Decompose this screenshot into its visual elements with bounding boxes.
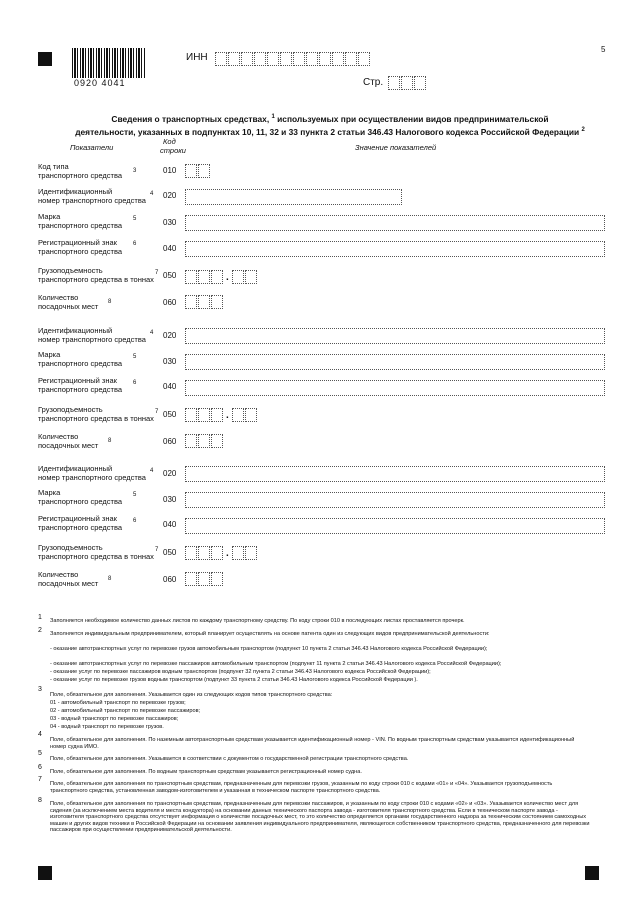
label-capacity: Грузоподъемность транспортного средства в тоннах — [38, 405, 154, 423]
decimal-dot: . — [226, 548, 229, 559]
code-040: 040 — [163, 520, 177, 529]
code-060: 060 — [163, 437, 177, 446]
page-field[interactable] — [388, 76, 427, 90]
code-060: 060 — [163, 575, 177, 584]
footnote-5: Поле, обязательное для заполнения. Указывается в соответствии с документом о государственной регистрации транспортного средства. — [50, 756, 409, 762]
footnote-number: 4 — [38, 731, 42, 738]
title — [60, 112, 600, 138]
sup-3: 3 — [133, 168, 137, 174]
footnote-number: 7 — [38, 776, 42, 783]
corner-marker-top-left — [38, 52, 52, 66]
field-050-dec[interactable] — [232, 270, 258, 284]
footnote-8: Поле, обязательное для заполнения по транспортным средствам, предназначенным для перевозки пассажиров, и указанным по коду строки 010 с кодами «02» и «03». Указывается количество мест для сидения (за исключением места водителя и места кондуктора) на основании данных технического паспорта завода - изготовителя транспортного средства. Если в техническом паспорте завода - изготовителя транспортного средства отсутствует информация о количестве посадочных мест, то это количество определяется органами государственного надзора за техническим состоянием самоходных машин и других видов техники в Российской Федерации на основании заявления индивидуального предпринимателя, являющегося собственником транспортного средства, предназначенного для перевозки пассажиров при осуществлении предпринимательской деятельности. — [50, 801, 590, 834]
footnote-number: 1 — [38, 614, 42, 621]
footnote-7: Поле, обязательное для заполнения по транспортным средствам, предназначенным для перевозки грузов, указанным по коду строки 010 с кодами «01» и «04». Указывается грузоподъемность транспортного средства, установленная заводом-изготовителем и указанная в техническом паспорте транспортного средства. — [50, 781, 553, 794]
barcode-number: 0920 4041 — [74, 78, 126, 88]
field-010[interactable] — [185, 164, 211, 178]
field-060[interactable] — [185, 434, 224, 448]
code-040: 040 — [163, 244, 177, 253]
corner-marker-bottom-right — [585, 866, 599, 880]
decimal-dot: . — [226, 272, 229, 283]
field-030[interactable] — [185, 492, 605, 508]
field-050-int[interactable] — [185, 408, 224, 422]
footnote-3-item: 01 - автомобильный транспорт по перевозке грузов; — [50, 700, 186, 706]
footnote-number: 6 — [38, 764, 42, 771]
header-indicators: Показатели — [70, 143, 114, 152]
title-line1b: используемых при осуществлении видов предпринимательской — [277, 113, 549, 124]
label-reg-sign: Регистрационный знак транспортного средства — [38, 376, 123, 394]
footnote-6: Поле, обязательное для заполнения. По водным транспортным средствам указывается регистрационный номер судна. — [50, 769, 362, 775]
corner-marker-bottom-left — [38, 866, 52, 880]
sup-5: 5 — [133, 354, 137, 360]
code-040: 040 — [163, 382, 177, 391]
label-vin: Идентификационный номер транспортного средства — [38, 464, 146, 482]
label-reg-sign: Регистрационный знак транспортного средства — [38, 238, 123, 256]
code-020: 020 — [163, 469, 177, 478]
label-brand: Марка транспортного средства — [38, 212, 123, 230]
label-capacity: Грузоподъемность транспортного средства в тоннах — [38, 543, 154, 561]
footnote-number: 2 — [38, 627, 42, 634]
label-seats: Количество посадочных мест — [38, 432, 99, 450]
label-reg-sign: Регистрационный знак транспортного средства — [38, 514, 123, 532]
sup-5: 5 — [133, 216, 137, 222]
sup-7: 7 — [155, 547, 159, 553]
code-030: 030 — [163, 218, 177, 227]
sup-6: 6 — [133, 518, 137, 524]
footnote-2-item: - оказание услуг по перевозке грузов водным транспортом (подпункт 33 пункта 2 статьи 346.43 Налогового кодекса Российской Федерации ). — [50, 677, 418, 683]
field-040[interactable] — [185, 380, 605, 396]
label-seats: Количество посадочных мест — [38, 293, 99, 311]
barcode — [72, 48, 146, 78]
label-vin: Идентификационный номер транспортного средства — [38, 326, 146, 344]
title-line2: деятельности, указанных в подпунктах 10, 11, 32 и 33 пункта 2 статьи 346.43 Налогового кодекса Российской Федерации — [75, 126, 580, 137]
title-sup1: 1 — [271, 114, 275, 120]
field-020[interactable] — [185, 328, 605, 344]
label-brand: Марка транспортного средства — [38, 488, 123, 506]
title-line1: Сведения о транспортных средствах, — [111, 113, 270, 124]
sup-5: 5 — [133, 492, 137, 498]
footnote-3-item: 04 - водный транспорт по перевозке грузов. — [50, 724, 164, 730]
sup-4: 4 — [150, 191, 154, 197]
footnote-4: Поле, обязательное для заполнения. По наземным автотранспортным средствам указывается идентификационный номер - VIN. По водным транспортным средствам указывается идентификационный номер судна ИМО. — [50, 737, 575, 750]
code-050: 050 — [163, 410, 177, 419]
field-060[interactable] — [185, 295, 224, 309]
field-020[interactable] — [185, 189, 402, 205]
footnote-3-item: 02 - автомобильный транспорт по перевозке пассажиров; — [50, 708, 201, 714]
sup-8: 8 — [108, 299, 112, 305]
sup-8: 8 — [108, 438, 112, 444]
sup-4: 4 — [150, 468, 154, 474]
code-010: 010 — [163, 166, 177, 175]
header-code-line2: строки — [160, 146, 186, 155]
field-050-int[interactable] — [185, 546, 224, 560]
code-060: 060 — [163, 298, 177, 307]
field-020[interactable] — [185, 466, 605, 482]
code-020: 020 — [163, 191, 177, 200]
label-capacity: Грузоподъемность транспортного средства в тоннах — [38, 266, 154, 284]
footnote-2-item: - оказание услуг по перевозке пассажиров водным транспортом (подпункт 32 пункта 2 статьи 346.43 Налогового кодекса Российской Федерации); — [50, 669, 431, 675]
field-050-int[interactable] — [185, 270, 224, 284]
field-030[interactable] — [185, 215, 605, 231]
page-number: 5 — [601, 45, 606, 54]
field-060[interactable] — [185, 572, 224, 586]
label-brand: Марка транспортного средства — [38, 350, 123, 368]
sup-7: 7 — [155, 409, 159, 415]
decimal-dot: . — [226, 410, 229, 421]
field-050-dec[interactable] — [232, 546, 258, 560]
footnote-2-item: - оказание автотранспортных услуг по перевозке пассажиров автомобильным транспортом (подпункт 11 пункта 2 статьи 346.43 Налогового кодекса Российской Федерации); — [50, 661, 502, 667]
footnote-2-item: - оказание автотранспортных услуг по перевозке грузов автомобильным транспортом (подпункт 10 пункта 2 статьи 346.43 Налогового кодекса Российской Федерации); — [50, 646, 488, 652]
sup-8: 8 — [108, 576, 112, 582]
sup-7: 7 — [155, 270, 159, 276]
sup-6: 6 — [133, 241, 137, 247]
header-values: Значение показателей — [355, 143, 437, 152]
sup-6: 6 — [133, 380, 137, 386]
footnote-number: 3 — [38, 686, 42, 693]
code-050: 050 — [163, 271, 177, 280]
footnote-1: Заполняется необходимое количество данных листов по каждому транспортному средству. По коду строки 010 в последующих листах проставляется прочерк. — [50, 618, 465, 624]
inn-label: ИНН — [186, 52, 208, 63]
label-seats: Количество посадочных мест — [38, 570, 99, 588]
sup-4: 4 — [150, 330, 154, 336]
field-040[interactable] — [185, 241, 605, 257]
inn-field[interactable] — [215, 52, 371, 66]
footnote-3-item: 03 - водный транспорт по перевозке пассажиров; — [50, 716, 179, 722]
footnote-2: Заполняется индивидуальным предпринимателем, который планирует осуществлять на основе патента один из следующих видов предпринимательской деятельности: — [50, 631, 490, 637]
code-030: 030 — [163, 357, 177, 366]
header-code-line1: Код — [163, 137, 176, 146]
footnote-number: 8 — [38, 797, 42, 804]
code-030: 030 — [163, 495, 177, 504]
field-040[interactable] — [185, 518, 605, 534]
label-vin: Идентификационный номер транспортного средства — [38, 187, 146, 205]
code-020: 020 — [163, 331, 177, 340]
title-sup2: 2 — [581, 126, 585, 133]
field-030[interactable] — [185, 354, 605, 370]
footnote-3: Поле, обязательное для заполнения. Указывается один из следующих кодов типов транспортного средства: — [50, 692, 333, 698]
field-050-dec[interactable] — [232, 408, 258, 422]
footnote-number: 5 — [38, 750, 42, 757]
code-050: 050 — [163, 548, 177, 557]
page-label: Стр. — [363, 77, 384, 88]
label-vehicle-type: Код типа транспортного средства — [38, 162, 123, 180]
